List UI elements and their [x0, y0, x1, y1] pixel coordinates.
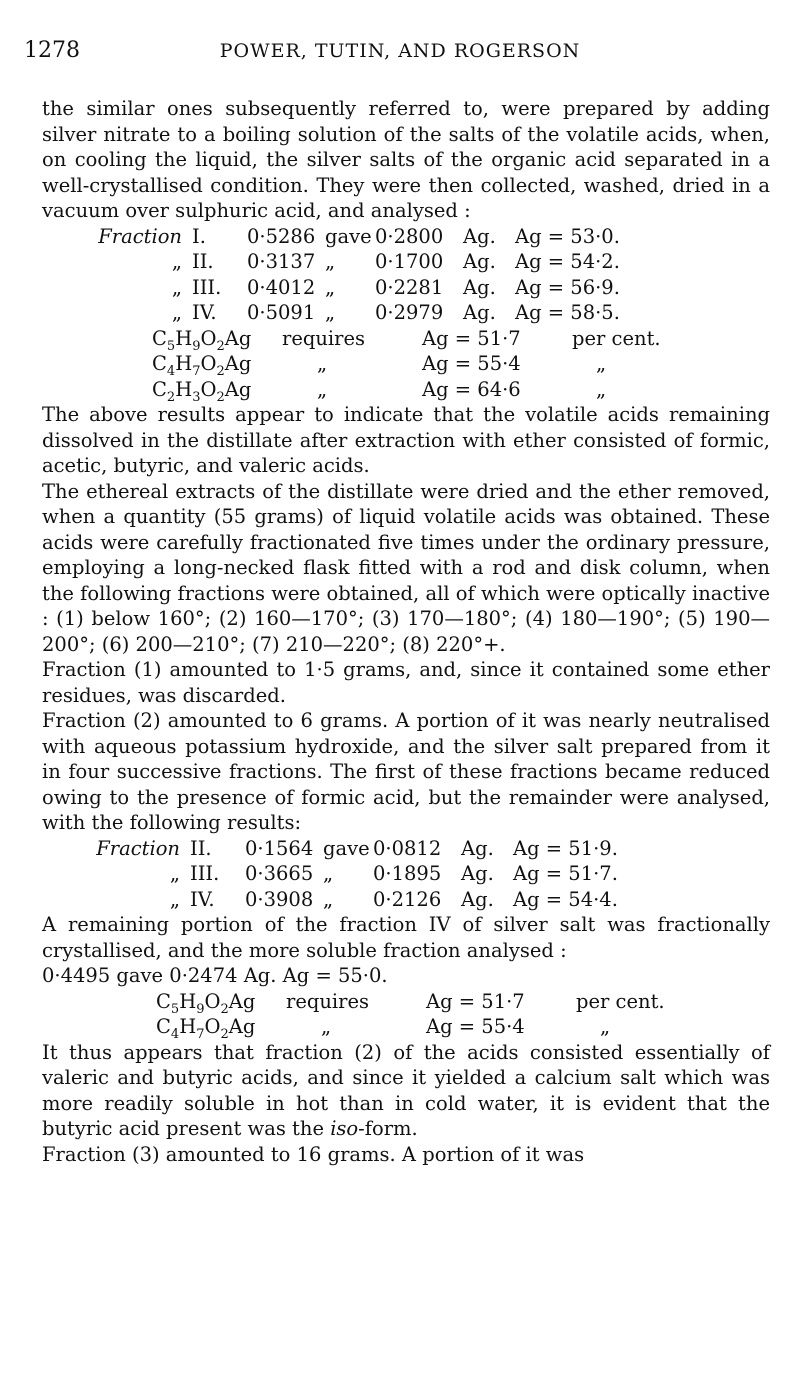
ditto-mark: „ — [316, 377, 328, 401]
fraction-number: II. — [192, 250, 214, 273]
silver-mass: 0·1895 — [373, 862, 442, 885]
analysis-table-2 — [42, 836, 770, 913]
unit: „ — [596, 377, 607, 401]
fraction-number: III. — [192, 275, 222, 299]
fraction-number: III. — [190, 862, 220, 885]
table-row — [42, 275, 770, 301]
silver-symbol: Ag. — [463, 275, 496, 299]
silver-symbol: Ag. — [463, 301, 496, 324]
gave-word: „ — [323, 887, 334, 911]
paragraph: A remaining portion of the fraction IV of silver salt was fractionally crystallised, and the more soluble fraction analysed : — [42, 913, 770, 962]
paragraph: The above results appear to indicate that the volatile acids remaining dissolved in the distillate after extraction with ether consisted of formic, acetic, butyric, and valeric acids. — [42, 403, 770, 477]
silver-mass: 0·2800 — [375, 224, 444, 248]
silver-mass: 0·2281 — [375, 275, 444, 299]
formula-row — [42, 326, 770, 352]
formula: $C_2H_3O_2Ag$ — [152, 377, 252, 405]
formula-row — [42, 377, 770, 403]
sample-mass: 0·3137 — [247, 250, 316, 273]
requires-word: requires — [282, 326, 366, 350]
paragraph: Fraction (3) amounted to 16 grams. A portion of it was — [42, 1142, 585, 1166]
silver-percent: Ag = 58·5. — [515, 301, 620, 324]
silver-percent: Ag = 56·9. — [515, 275, 620, 299]
silver-symbol: Ag. — [461, 836, 494, 860]
formula-row — [42, 351, 770, 377]
row-label: Fraction — [98, 224, 182, 248]
silver-mass: 0·2979 — [375, 301, 444, 324]
fraction-number: IV. — [192, 301, 217, 324]
fraction-number: IV. — [190, 887, 215, 911]
table-row — [42, 300, 770, 326]
paragraph: It thus appears that fraction (2) of the acids consisted essentially of valeric and butyric acids, and since it yielded a calcium salt which was more readily soluble in hot than in cold water, it is evident that the butyric acid present was the iso-form. — [42, 1040, 770, 1140]
row-label: Fraction — [96, 836, 180, 860]
theoretical-value: Ag = 51·7 — [422, 326, 521, 350]
silver-symbol: Ag. — [461, 887, 494, 911]
silver-percent: Ag = 53·0. — [515, 224, 620, 248]
formula-row — [42, 989, 770, 1015]
unit: „ — [600, 1015, 611, 1038]
page-number: 1278 — [24, 38, 80, 63]
table-row — [42, 887, 770, 913]
theoretical-value: Ag = 64·6 — [422, 377, 521, 401]
silver-percent: Ag = 54·4. — [513, 887, 618, 911]
silver-symbol: Ag. — [463, 224, 496, 248]
row-label: „ — [171, 275, 182, 299]
row-label: „ — [169, 887, 180, 911]
formula-block-2 — [42, 989, 770, 1040]
sample-mass: 0·4012 — [247, 275, 316, 299]
formula: $C_5H_9O_2Ag$ — [152, 326, 252, 354]
silver-percent: Ag = 51·9. — [513, 836, 618, 860]
gave-word: gave — [325, 224, 372, 248]
sample-mass: 0·5286 — [247, 224, 316, 248]
gave-word: „ — [325, 250, 336, 273]
paragraph: Fraction (2) amounted to 6 grams. A portion of it was nearly neutralised with aqueous potassium hydroxide, and the silver salt prepared from it in four successive fractions. The first of these fractions became reduced owing to the presence of formic acid, but the remainder were analysed, with the following results: — [42, 709, 770, 834]
silver-symbol: Ag. — [463, 250, 496, 273]
table-row — [42, 249, 770, 275]
analysis-table-1 — [42, 224, 770, 403]
silver-mass: 0·1700 — [375, 250, 444, 273]
gave-word: „ — [325, 275, 336, 299]
formula: $C_5H_9O_2Ag$ — [156, 989, 256, 1017]
ditto-mark: „ — [316, 352, 328, 375]
requires-word: requires — [286, 989, 370, 1013]
gave-word: gave — [323, 836, 370, 860]
gave-word: „ — [323, 862, 334, 885]
table-row — [42, 224, 770, 250]
sample-mass: 0·5091 — [247, 301, 316, 324]
sample-mass: 0·3908 — [245, 887, 314, 911]
silver-mass: 0·2126 — [373, 887, 442, 911]
sample-mass: 0·1564 — [245, 836, 314, 860]
paragraph: The ethereal extracts of the distillate were dried and the ether removed, when a quantity (55 grams) of liquid volatile acids was obtained. These acids were carefully fractionated five times under the ordinary pressure, employing a long-necked flask fitted with a rod and disk column, when the following fractions were obtained, all of which were optically inactive : (1) below 160°; (2) 160—170°; (3) 170—180°; (4) 180—190°; (5) 190—200°; (6) 200—210°; (7) 210—220°; (8) 220°+. — [42, 479, 770, 656]
silver-symbol: Ag. — [461, 862, 494, 885]
table-row — [42, 861, 770, 887]
theoretical-value: Ag = 55·4 — [426, 1015, 525, 1038]
silver-mass: 0·0812 — [373, 836, 442, 860]
unit: per cent. — [572, 326, 661, 350]
fraction-number: II. — [190, 836, 212, 860]
running-head: POWER, TUTIN, AND ROGERSON — [219, 40, 581, 62]
unit: per cent. — [576, 989, 665, 1013]
table-row — [42, 836, 770, 862]
gave-word: „ — [325, 301, 336, 324]
theoretical-value: Ag = 51·7 — [426, 989, 525, 1013]
paragraph: the similar ones subsequently referred to, were prepared by adding silver nitrate to a boiling solution of the salts of the volatile acids, when, on cooling the liquid, the silver salts of the organic acid separated in a well-crystallised condition. They were then collected, washed, dried in a vacuum over sulphuric acid, and analysed : — [42, 97, 770, 222]
unit: „ — [596, 352, 607, 375]
analysis-line: 0·4495 gave 0·2474 Ag. Ag = 55·0. — [42, 964, 388, 987]
ditto-mark: „ — [320, 1015, 332, 1038]
fraction-number: I. — [192, 224, 206, 248]
theoretical-value: Ag = 55·4 — [422, 352, 521, 375]
iso-prefix: iso — [330, 1117, 359, 1140]
formula: $C_4H_7O_2Ag$ — [156, 1015, 256, 1042]
formula-row — [42, 1014, 770, 1040]
body-text — [42, 96, 770, 1167]
formula: $C_4H_7O_2Ag$ — [152, 352, 252, 379]
row-label: „ — [171, 250, 182, 273]
silver-percent: Ag = 51·7. — [513, 862, 618, 885]
paragraph: Fraction (1) amounted to 1·5 grams, and, since it contained some ether residues, was discarded. — [42, 658, 770, 707]
row-label: „ — [169, 862, 180, 885]
row-label: „ — [171, 301, 182, 324]
sample-mass: 0·3665 — [245, 862, 314, 885]
silver-percent: Ag = 54·2. — [515, 250, 620, 273]
